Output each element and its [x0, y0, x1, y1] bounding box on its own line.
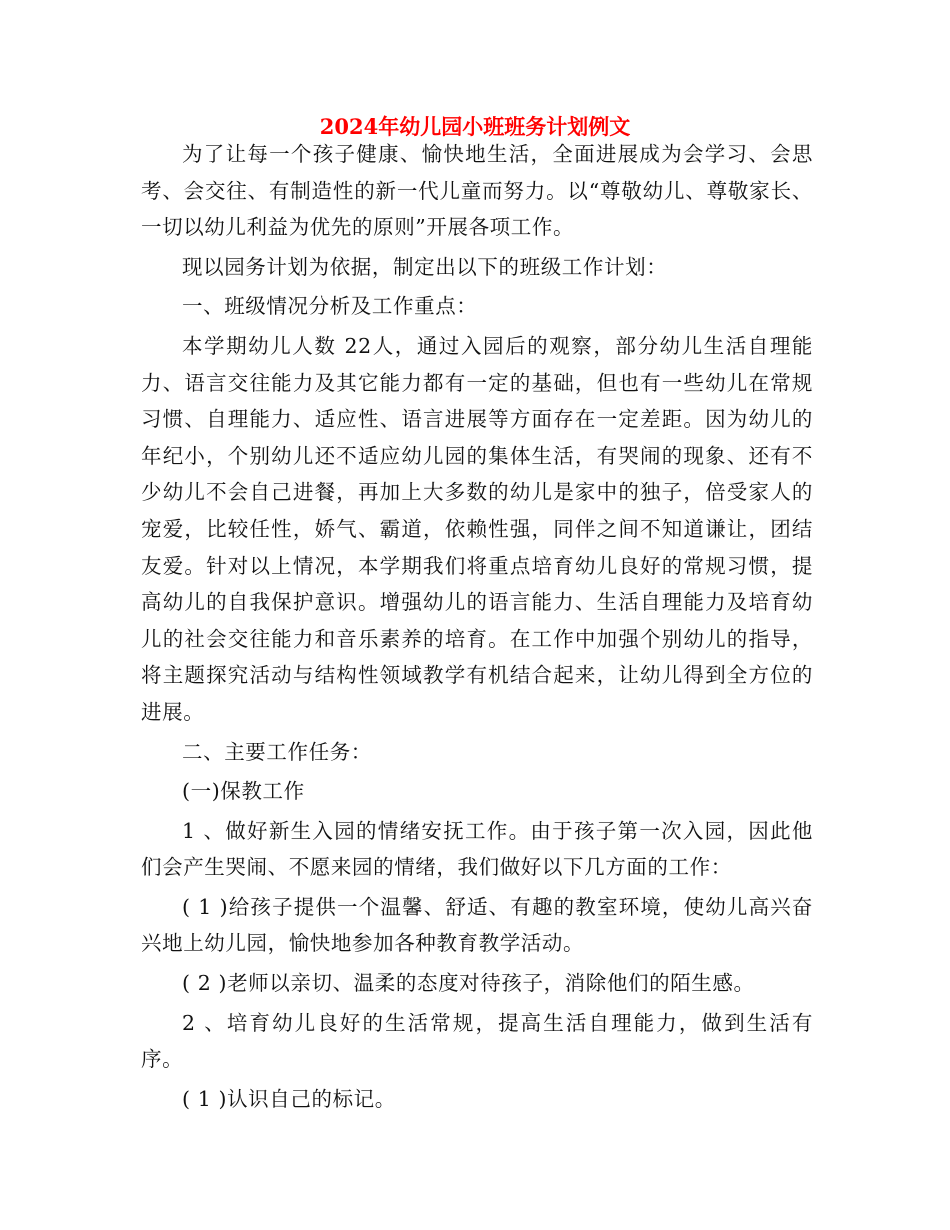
list-item-2: 2 、培育幼儿良好的生活常规，提高生活自理能力，做到生活有序。 [141, 1010, 813, 1072]
paragraph-intro: 为了让每一个孩子健康、愉快地生活，全面进展成为会学习、会思考、会交往、有制造性的新一代儿童而努力。以“尊敬幼儿、尊敬家长、一切以幼儿利益为优先的原则”开展各项工作。 [141, 142, 813, 240]
list-item-1-2: ( 2 )老师以亲切、温柔的态度对待孩子，消除他们的陌生感。 [182, 971, 755, 996]
document-body [141, 136, 813, 1120]
section-heading-class-analysis: 一、班级情况分析及工作重点： [182, 294, 478, 319]
section-heading-main-tasks: 二、主要工作任务： [182, 739, 372, 764]
document-title: 2024年幼儿园小班班务计划例文 [319, 114, 631, 139]
list-item-2-1: ( 1 )认识自己的标记。 [182, 1086, 396, 1111]
subsection-heading-care-education: (一)保教工作 [182, 779, 305, 804]
paragraph-class-situation: 本学期幼儿人数 22人，通过入园后的观察，部分幼儿生活自理能力、语言交往能力及其它能力都有一定的基础，但也有一些幼儿在常规习惯、自理能力、适应性、语言进展等方面存在一定差距。因为幼儿的年纪小，个别幼儿还不适应幼儿园的集体生活，有哭闹的现象、还有不少幼儿不会自己进餐，再加上大多数的幼儿是家中的独子，倍受家人的宠爱，比较任性，娇气、霸道，依赖性强，同伴之间不知道谦让，团结友爱。针对以上情况，本学期我们将重点培育幼儿良好的常规习惯，提高幼儿的自我保护意识。增强幼儿的语言能力、生活自理能力及培育幼儿的社会交往能力和音乐素养的培育。在工作中加强个别幼儿的指导，将主题探究活动与结构性领域教学有机结合起来，让幼儿得到全方位的进展。 [141, 333, 813, 724]
paragraph-basis: 现以园务计划为依据，制定出以下的班级工作计划： [182, 254, 668, 279]
list-item-1-1: ( 1 )给孩子提供一个温馨、舒适、有趣的教室环境，使幼儿高兴奋兴地上幼儿园，愉快地参加各种教育教学活动。 [141, 894, 813, 956]
list-item-1: 1 、做好新生入园的情绪安抚工作。由于孩子第一次入园，因此他们会产生哭闹、不愿来园的情绪，我们做好以下几方面的工作： [141, 818, 813, 880]
